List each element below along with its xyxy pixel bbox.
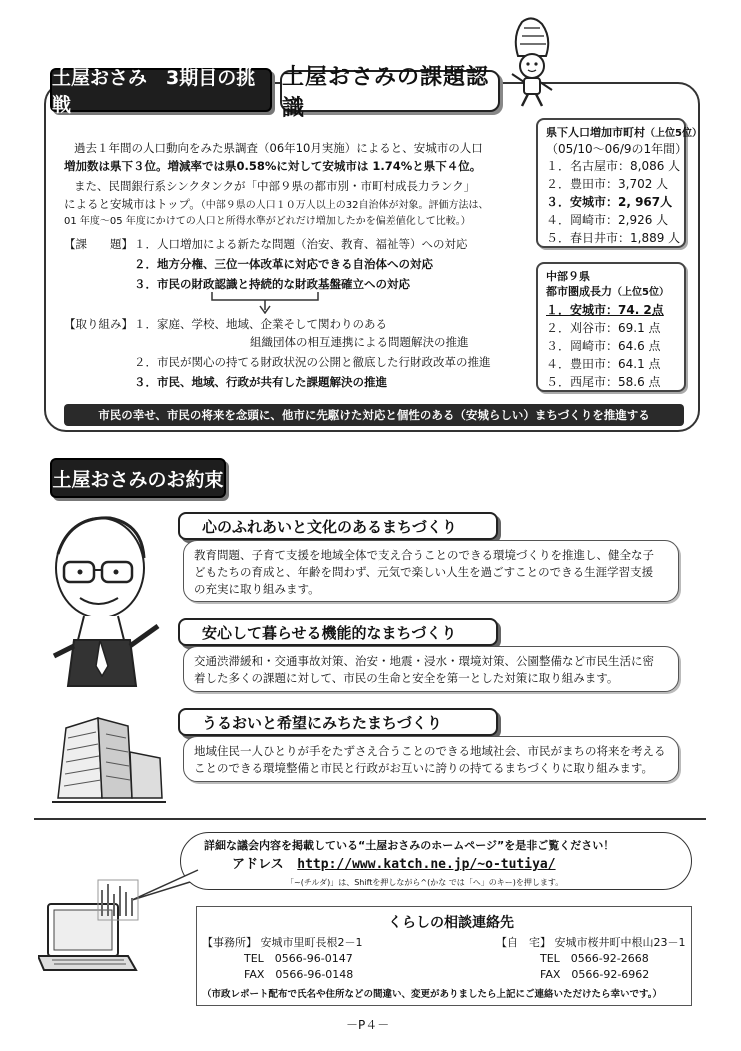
home-tel: TEL 0566-92-2668: [540, 952, 649, 965]
homepage-invite: 詳細な議会内容を掲載している“土屋おさみのホームページ”を是非ご覧ください！: [204, 839, 615, 852]
population-rank-row: ２．豊田市：3,702 人: [546, 177, 669, 191]
promise-title: 土屋おさみのお約束: [52, 468, 224, 491]
action-item-3: ３．市民、地域、行政が共有した課題解決の推進: [134, 375, 387, 389]
population-ranking-box: [536, 118, 702, 248]
issues-label: 【課 題】: [64, 237, 133, 251]
contact-notice: （市政レポート配布で氏名や住所などの間違い、変更がありましたら上記にご連絡いただけたら幸いです。）: [202, 989, 662, 1000]
candidate-caricature: [40, 506, 170, 696]
office-tel: TEL 0566-96-0147: [244, 952, 353, 965]
promise-1-body: [183, 540, 679, 602]
contact-title: くらしの相談連絡先: [388, 915, 514, 931]
promise-1-line: どもたちの育成と、年齢を問わず、元気で楽しい人生を過ごすことのできる生涯学習支援: [194, 565, 654, 579]
growth-rank-row: ２．刈谷市：69.1 点: [546, 321, 661, 335]
actions-label: 【取り組み】: [64, 317, 133, 331]
promise-2-line: 交通渋滞緩和・交通事故対策、治安・地震・浸水・環境対策、公園整備など市民生活に密: [194, 654, 654, 668]
office-label: 【事務所】: [202, 936, 257, 949]
laptop-icon: [38, 876, 146, 980]
address-label: アドレス: [232, 857, 284, 872]
action-item-1: １．家庭、学校、地域、企業そして関わりのある: [134, 317, 387, 331]
tilde-note: 「~(チルダ)」は、Shiftを押しながら^(かな では「へ」のキー)を押します。: [286, 878, 564, 887]
promise-3-heading: [178, 708, 498, 736]
action-item-2: ２．市民が関心の持てる財政状況の公開と徹底した行財政改革の推進: [134, 355, 491, 369]
population-rank-row: ４．岡崎市：2,926 人: [546, 213, 669, 227]
mascot-illustration: [500, 16, 564, 108]
office-fax: FAX 0566-96-0148: [244, 968, 354, 981]
page-number: －P４－: [346, 1018, 390, 1032]
growth-ranking-note: （上位5位）: [612, 287, 669, 298]
promise-1-heading: [178, 512, 498, 540]
promise-badge: [50, 458, 226, 498]
intro-line-1: 過去１年間の人口動向をみた県調査（06年10月実施）によると、安城市の人口: [74, 141, 483, 155]
homepage-url-link[interactable]: http://www.katch.ne.jp/~o-tutiya/: [297, 857, 556, 872]
population-ranking-period: （05/10〜06/9の1年間）: [546, 142, 688, 156]
growth-rank-row: ５．西尾市：58.6 点: [546, 375, 661, 389]
population-ranking-title: 県下人口増加市町村: [546, 126, 645, 139]
promise-3-body: [183, 736, 679, 782]
mission-banner: [64, 404, 684, 426]
population-rank-row: ３．安城市：2, 967人: [546, 195, 673, 209]
intro-note-2: 01 年度〜05 年度にかけての人口と所得水準がどれだけ増加したかを偏差値化して比較。）: [64, 216, 471, 227]
third-term-title: 土屋おさみ 3期目の挑戦: [52, 67, 256, 116]
growth-rank-row: ３．岡崎市：64.6 点: [546, 339, 661, 353]
third-term-badge: [50, 67, 272, 116]
promise-2-title: 安心して暮らせる機能的なまちづくり: [202, 623, 457, 642]
growth-rank-row: １．安城市：74. 2点: [546, 303, 664, 317]
growth-rank-row: ４．豊田市：64.1 点: [546, 357, 661, 371]
intro-note-1: （中部９県の人口１０万人以上の32自治体が対象。評価方法は、: [200, 200, 489, 211]
growth-ranking-title-1: 中部９県: [546, 270, 590, 283]
intro-line-3: また、民間銀行系シンクタンクが「中部９県の都市別・市町村成長力ランク」: [74, 179, 476, 193]
promise-1-title: 心のふれあいと文化のあるまちづくり: [202, 517, 457, 536]
growth-ranking-box: [536, 262, 686, 392]
issue-recognition-title: [280, 65, 500, 121]
promise-2-heading: [178, 618, 498, 646]
action-item-1-cont: 組織団体の相互連携による問題解決の推進: [250, 335, 469, 349]
issue-recognition-title-text: 土屋おさみの課題認識: [282, 65, 490, 121]
issue-item-3: ３．市民の財政認識と持続的な財政基盤確立への対応: [134, 277, 410, 291]
growth-ranking-title-2: 都市圏成長力: [546, 285, 612, 298]
home-address: 安城市桜井町中根山23－1: [554, 936, 686, 949]
intro-line-2: 増加数は県下３位。増減率では県0.58%に対して安城市は 1.74%と県下４位。: [64, 159, 482, 173]
promise-1-line: 教育問題、子育て支援を地域全体で支え合うことのできる環境づくりを推進し、健全な子: [194, 548, 654, 562]
arrow-down-icon: [210, 290, 320, 314]
promise-3-title: うるおいと希望にみちたまちづくり: [202, 713, 442, 732]
home-fax: FAX 0566-92-6962: [540, 968, 650, 981]
population-rank-row: １．名古屋市：8,086 人: [546, 159, 681, 173]
population-rank-row: ５．春日井市：1,889 人: [546, 231, 681, 245]
office-address: 安城市里町長根2－1: [260, 936, 363, 949]
population-ranking-note: （上位5位）: [645, 128, 702, 139]
promise-2-line: 着した多くの課題に対して、市民の生命と安全を第一とした対策に取り組みます。: [194, 671, 619, 685]
promise-2-body: [183, 646, 679, 692]
home-label: 【自 宅】: [496, 936, 551, 949]
promise-1-line: の充実に取り組みます。: [194, 582, 320, 596]
promise-3-line: 地域住民一人ひとりが手をたずさえ合うことのできる地域社会、市民がまちの将来を考える: [194, 744, 666, 758]
building-illustration: [48, 708, 168, 808]
intro-line-4: によると安城市はトップ。: [64, 197, 201, 211]
promise-3-line: ことのできる環境整備と市民と行政がお互いに誇りの持てるまちづくりに取り組みます。: [194, 761, 653, 775]
issue-item-1: １．人口増加による新たな問題（治安、教育、福祉等）への対応: [134, 237, 468, 251]
mission-text: 市民の幸せ、市民の将来を念頭に、他市に先駆けた対応と個性のある（安城らしい）まちづくりを推進する: [98, 408, 650, 422]
issue-item-2: ２．地方分権、三位一体改革に対応できる自治体への対応: [134, 257, 433, 271]
section-divider: [34, 818, 706, 820]
